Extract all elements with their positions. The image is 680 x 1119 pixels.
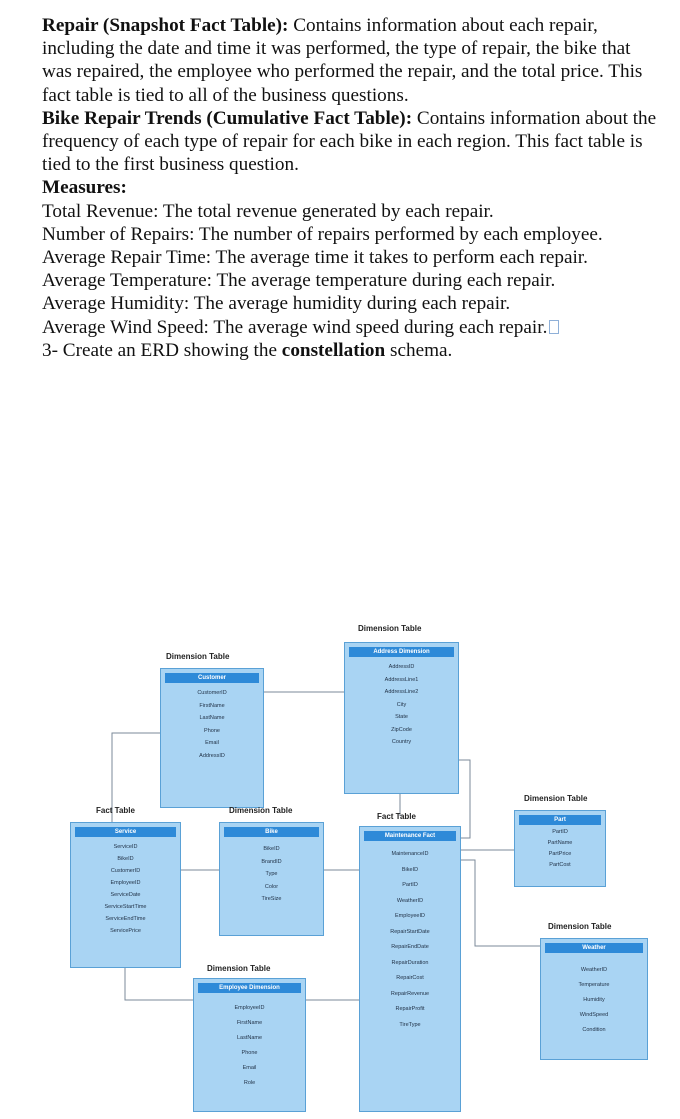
attribute: PartID <box>552 829 568 835</box>
entity-attributes <box>360 841 460 1033</box>
attribute: TireType <box>399 1021 421 1028</box>
task-suffix: schema. <box>385 339 453 361</box>
connector-part-maintenance <box>461 810 516 850</box>
attribute: PartID <box>402 882 418 888</box>
measure-total-revenue: Total Revenue: The total revenue generated by each repair. <box>42 200 494 222</box>
entity-attributes <box>345 657 458 749</box>
attribute: LastName <box>236 1035 263 1041</box>
entity-bike <box>219 806 324 936</box>
entity-weather <box>540 922 648 1060</box>
measure-average-humidity: Average Humidity: The average humidity during each repair. <box>42 293 511 315</box>
measures-heading: Measures: <box>42 177 127 199</box>
entity-header: Address Dimension <box>349 647 454 657</box>
attribute: EmployeeID <box>234 1005 265 1011</box>
attribute: BikeID <box>117 856 134 862</box>
entity-header: Maintenance Fact <box>364 831 456 841</box>
entity-box <box>160 668 264 808</box>
attribute: Humidity <box>583 997 605 1003</box>
entity-caption: Fact Table <box>96 806 135 815</box>
entity-header: Bike <box>224 827 319 837</box>
attribute: BikeID <box>263 846 280 852</box>
attribute: ServiceDate <box>110 892 141 898</box>
entity-caption: Dimension Table <box>548 922 612 931</box>
attribute: WeatherID <box>396 897 424 904</box>
entity-service <box>70 806 181 968</box>
entity-box <box>193 978 306 1112</box>
entity-employee <box>193 964 306 1112</box>
attribute: RepairStartDate <box>390 928 430 935</box>
attribute: BrandID <box>261 858 282 865</box>
entity-customer <box>160 652 264 808</box>
attribute: WeatherID <box>580 967 608 973</box>
attribute: ZipCode <box>391 726 412 733</box>
entity-caption: Dimension Table <box>207 964 271 973</box>
entity-box <box>70 822 181 968</box>
entity-part <box>514 794 606 887</box>
attribute: RepairDuration <box>391 959 429 966</box>
entity-box <box>359 826 461 1112</box>
entity-box <box>514 810 606 887</box>
attribute: Country <box>391 739 412 745</box>
entity-attributes <box>161 683 263 762</box>
attribute: CustomerID <box>110 868 141 874</box>
attribute: LastName <box>199 715 225 721</box>
attribute: FirstName <box>199 702 225 709</box>
measure-wind-text: Average Wind Speed: The average wind speed during each repair. <box>42 316 548 338</box>
attribute: MaintenanceID <box>391 851 429 857</box>
entity-address <box>344 624 459 794</box>
attribute: Role <box>243 1080 256 1086</box>
entity-box <box>540 938 648 1060</box>
entity-box <box>219 822 324 936</box>
attribute: EmployeeID <box>395 913 425 919</box>
attribute: City <box>396 701 407 708</box>
measure-average-repair-time: Average Repair Time: The average time it takes to perform each repair. <box>42 247 588 269</box>
attribute: EmployeeID <box>110 880 141 886</box>
trends-title: Bike Repair Trends (Cumulative Fact Table): <box>42 107 413 129</box>
entity-caption: Fact Table <box>377 812 416 821</box>
entity-attributes <box>541 953 647 1038</box>
attribute: RepairProfit <box>395 1006 425 1012</box>
task-bold: constellation <box>281 339 386 361</box>
attribute: CustomerID <box>197 690 227 696</box>
repair-description: Contains information about each repair, including the date and time it was performed, the type of repair, the bike that was repaired, the employee who performed the repair, and the total price. This fact table is tied to all of the business questions. <box>42 15 643 106</box>
task-prefix: 3- Create an ERD showing the <box>42 339 282 361</box>
measure-average-temperature: Average Temperature: The average temperature during each repair. <box>42 270 556 292</box>
attribute: RepairEndDate <box>391 944 429 950</box>
attribute: ServiceStartTime <box>104 904 147 910</box>
entity-maintenance <box>359 812 461 1112</box>
attribute: Color <box>264 883 279 890</box>
attribute: AddressLine2 <box>384 689 419 695</box>
connector-employee-service <box>125 968 193 1000</box>
entity-attributes <box>220 837 323 906</box>
attribute: PartName <box>547 840 573 846</box>
entity-attributes <box>71 837 180 937</box>
entity-header: Weather <box>545 943 643 953</box>
attribute: Phone <box>204 727 220 734</box>
entity-box <box>344 642 459 794</box>
entity-attributes <box>515 825 605 871</box>
attribute: Type <box>265 871 278 877</box>
attribute: WindSpeed <box>579 1012 609 1018</box>
attribute: RepairCost <box>396 975 424 981</box>
entity-header: Customer <box>165 673 259 683</box>
entity-header: Part <box>519 815 601 825</box>
entity-caption: Dimension Table <box>229 806 293 815</box>
attribute: Condition <box>582 1027 606 1033</box>
attribute: TireSize <box>261 896 282 902</box>
entity-caption: Dimension Table <box>358 624 422 633</box>
attribute: Email <box>242 1065 257 1071</box>
attribute: Email <box>205 740 219 746</box>
attribute: PartPrice <box>548 851 572 857</box>
entity-caption: Dimension Table <box>166 652 230 661</box>
attribute: RepairRevenue <box>390 990 430 997</box>
attribute: State <box>395 714 408 720</box>
attribute: ServiceEndTime <box>105 916 146 922</box>
entity-header: Service <box>75 827 176 837</box>
attribute: FirstName <box>236 1020 263 1026</box>
attribute: BikeID <box>401 866 419 873</box>
entity-attributes <box>194 993 305 1091</box>
attribute: PartCost <box>549 862 571 868</box>
attribute: Temperature <box>578 982 610 988</box>
entity-header: Employee Dimension <box>198 983 301 993</box>
repair-title: Repair (Snapshot Fact Table): <box>42 15 289 36</box>
measure-number-of-repairs: Number of Repairs: The number of repairs performed by each employee. <box>42 223 603 245</box>
trends-description: Contains information about the frequency of each type of repair for each bike in each region. This fact table is tied to the first business question. <box>42 107 657 176</box>
attribute: AddressID <box>199 752 225 759</box>
entity-caption: Dimension Table <box>524 794 588 803</box>
attribute: Phone <box>241 1050 258 1056</box>
attribute: ServiceID <box>113 844 138 850</box>
attribute: AddressID <box>388 664 415 670</box>
attribute: ServicePrice <box>110 928 141 934</box>
attribute: AddressLine1 <box>384 676 419 683</box>
